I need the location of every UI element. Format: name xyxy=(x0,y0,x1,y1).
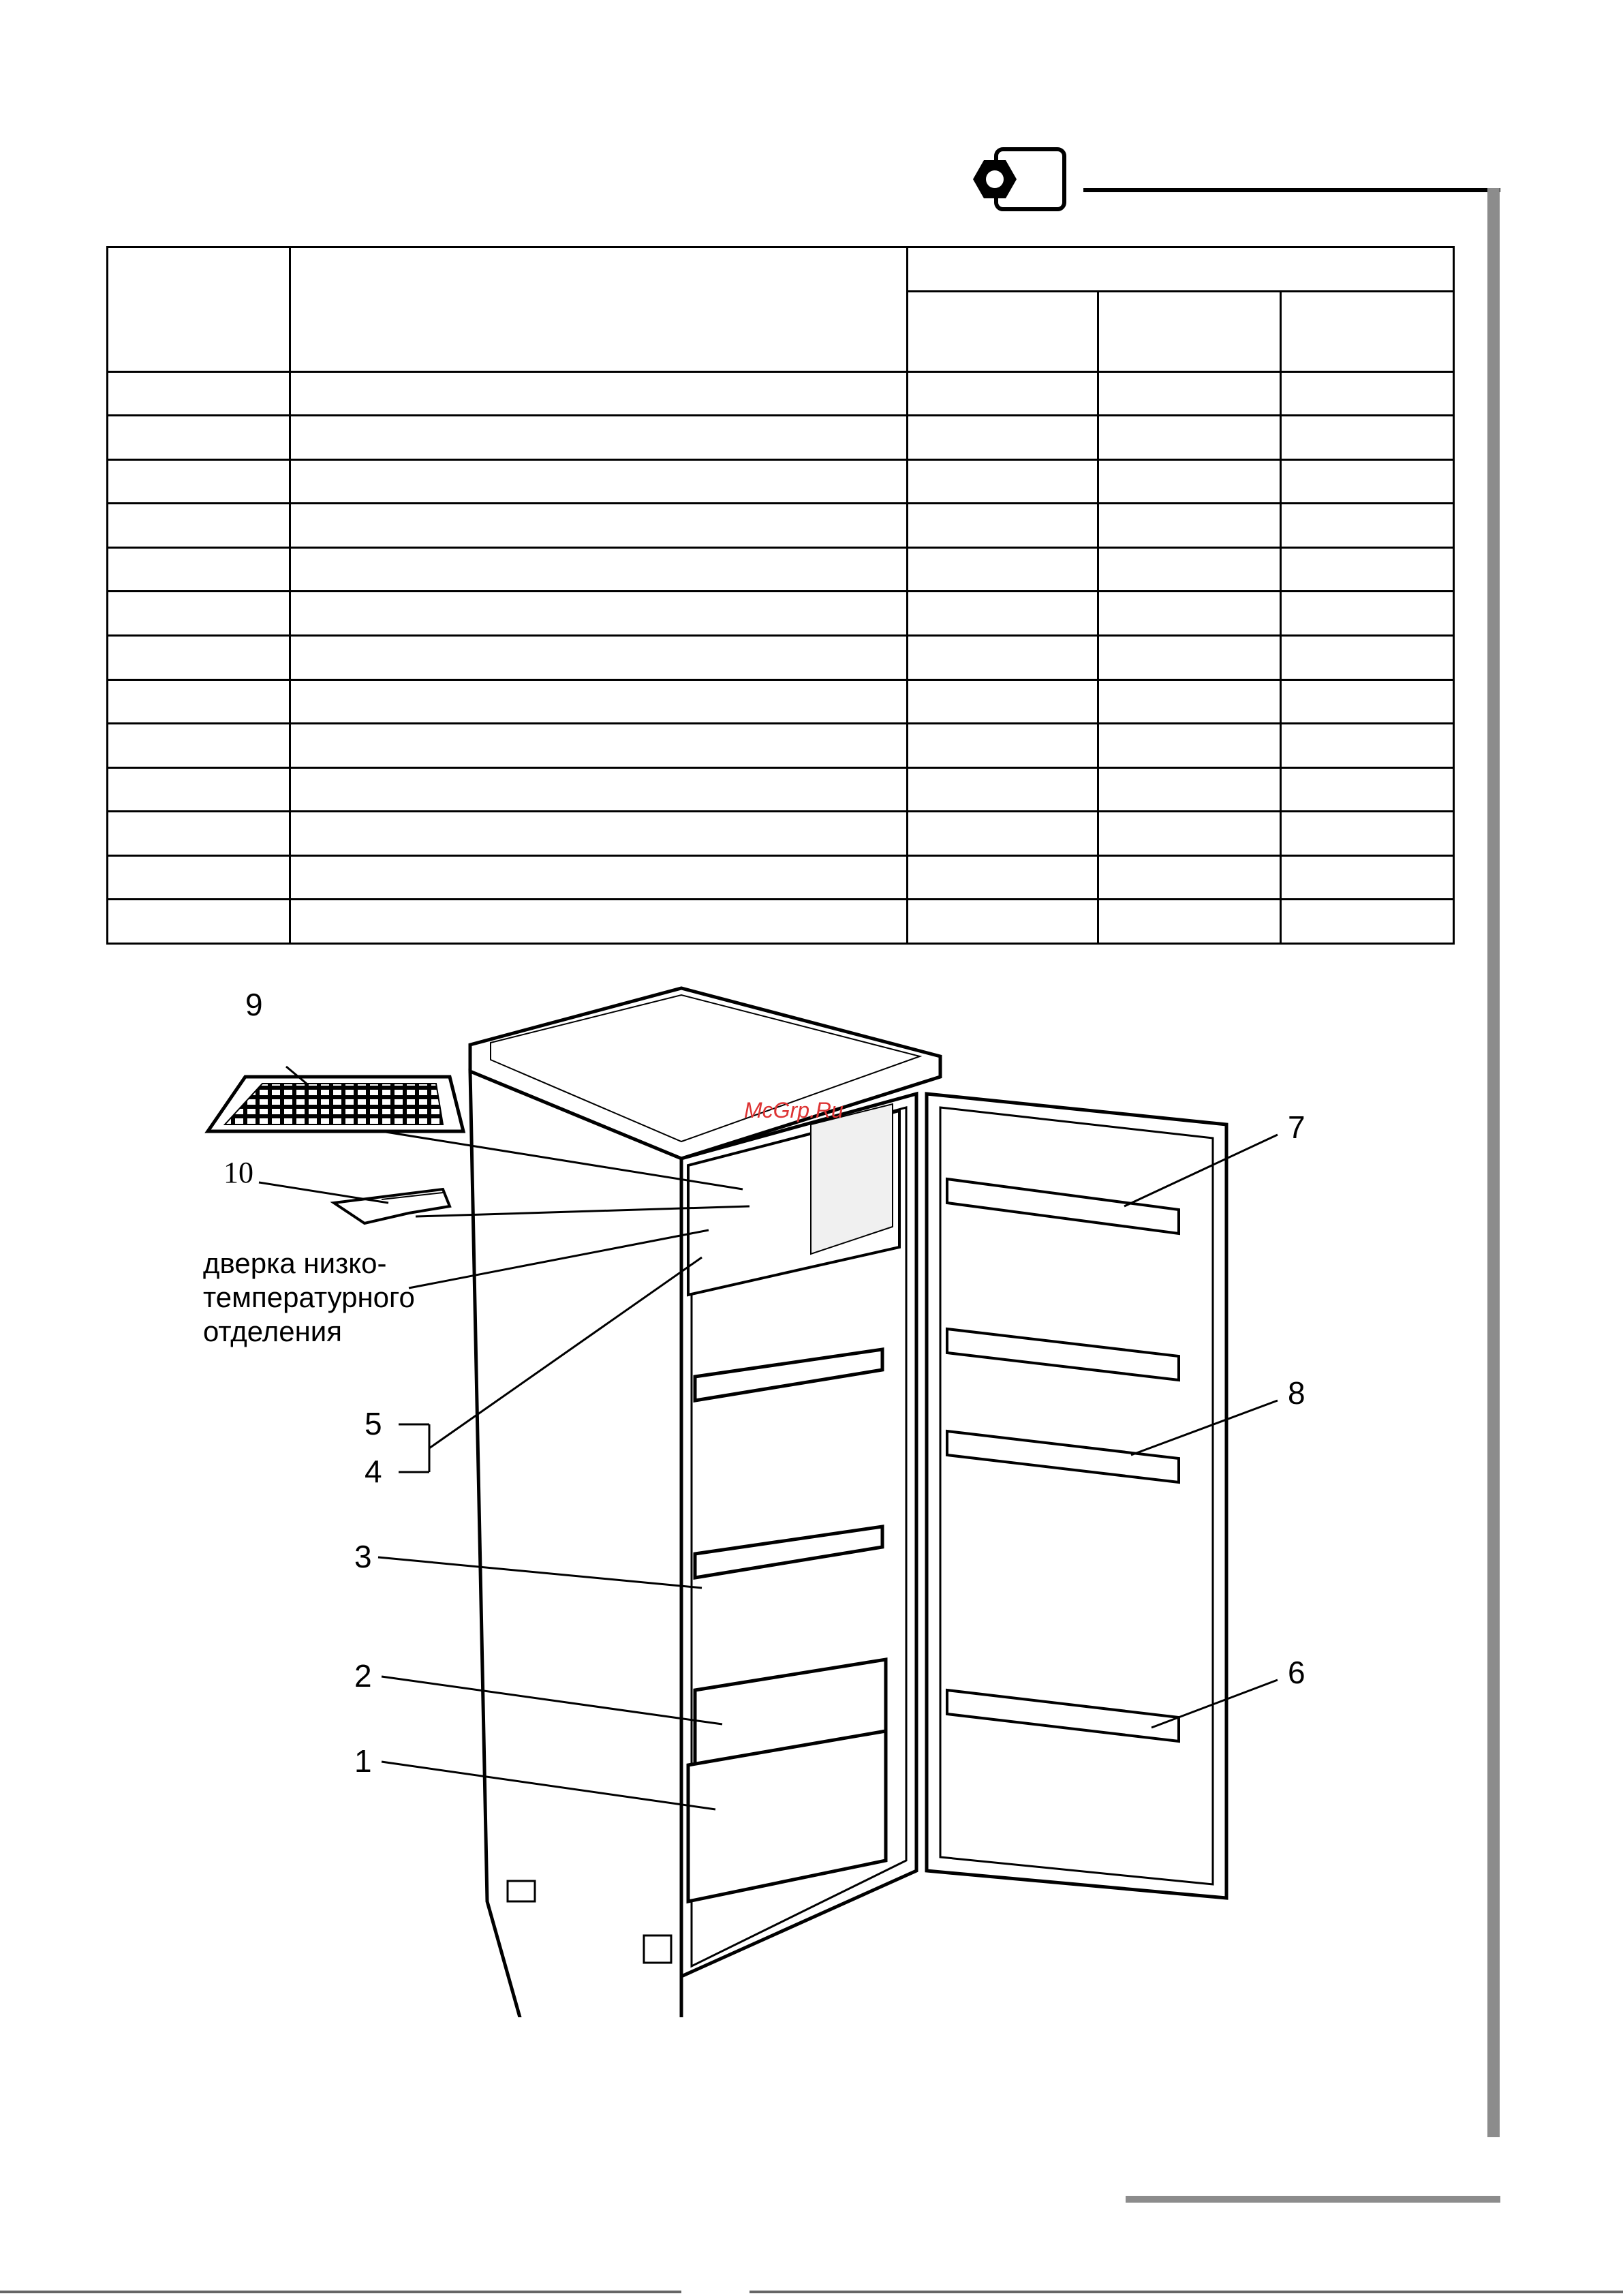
door-label-line-1: дверка низко- xyxy=(203,1247,387,1279)
table-cell xyxy=(108,547,290,592)
table-cell xyxy=(1098,900,1281,944)
table-cell xyxy=(908,371,1098,416)
table-cell xyxy=(908,767,1098,812)
table-cell xyxy=(908,900,1098,944)
bottom-rule-right xyxy=(749,2291,1623,2293)
table-cell xyxy=(1281,547,1454,592)
table-cell xyxy=(108,900,290,944)
table-row xyxy=(108,371,1454,416)
callout-label-1: 1 xyxy=(354,1743,372,1779)
table-cell xyxy=(290,371,908,416)
table-header-row xyxy=(108,247,1454,292)
table-cell xyxy=(1281,900,1454,944)
table-cell xyxy=(290,416,908,460)
table-cell xyxy=(908,855,1098,900)
table-cell xyxy=(1098,416,1281,460)
table-cell xyxy=(1281,855,1454,900)
callout-label-5: 5 xyxy=(365,1406,382,1441)
table-cell xyxy=(290,459,908,504)
table-header-cell xyxy=(908,291,1098,371)
door-label-line-2: температурного xyxy=(203,1281,415,1313)
table-cell xyxy=(908,592,1098,636)
table-row xyxy=(108,459,1454,504)
table-cell xyxy=(290,724,908,768)
table-cell xyxy=(908,812,1098,856)
door-label-line-3: отделения xyxy=(203,1315,343,1347)
table-cell xyxy=(908,504,1098,548)
table-cell xyxy=(108,459,290,504)
bottom-rule-left xyxy=(0,2291,681,2293)
table-cell xyxy=(290,504,908,548)
table-cell xyxy=(290,679,908,724)
table-row xyxy=(108,679,1454,724)
callout-label-2: 2 xyxy=(354,1658,372,1694)
table-cell xyxy=(108,812,290,856)
callout-label-7: 7 xyxy=(1288,1109,1305,1145)
scraper xyxy=(334,1189,450,1223)
table-cell xyxy=(1098,547,1281,592)
header-rule xyxy=(1083,188,1500,192)
table-row xyxy=(108,504,1454,548)
page-header xyxy=(0,0,1623,232)
table-cell xyxy=(290,900,908,944)
table-cell xyxy=(1281,592,1454,636)
table-cell xyxy=(1098,855,1281,900)
table-cell xyxy=(908,635,1098,679)
table-cell xyxy=(1098,635,1281,679)
callout-label-6: 6 xyxy=(1288,1655,1305,1690)
table-cell xyxy=(108,679,290,724)
table-cell xyxy=(290,547,908,592)
table-cell xyxy=(1281,504,1454,548)
table-header-cell xyxy=(108,247,290,372)
table-cell xyxy=(1098,724,1281,768)
table-cell xyxy=(1098,812,1281,856)
table-row xyxy=(108,592,1454,636)
spec-table xyxy=(106,246,1453,945)
refrigerator-door xyxy=(927,1094,1226,1898)
table-row xyxy=(108,416,1454,460)
table-cell xyxy=(108,416,290,460)
watermark: McGrp.Ru xyxy=(744,1098,844,1122)
table-row xyxy=(108,724,1454,768)
table-cell xyxy=(290,592,908,636)
table-header-cell xyxy=(290,247,908,372)
table-cell xyxy=(1098,592,1281,636)
callout-label-10: 10 xyxy=(223,1156,253,1189)
callout-label-4: 4 xyxy=(365,1454,382,1489)
ice-tray xyxy=(208,1077,463,1131)
table-cell xyxy=(290,635,908,679)
table-cell xyxy=(1098,371,1281,416)
table-cell xyxy=(1098,679,1281,724)
table-row xyxy=(108,900,1454,944)
table-row xyxy=(108,855,1454,900)
table-cell xyxy=(1281,416,1454,460)
table-cell xyxy=(908,459,1098,504)
nut-icon xyxy=(968,145,1070,213)
table-cell xyxy=(108,724,290,768)
footer-rule xyxy=(1126,2196,1500,2203)
table-cell xyxy=(108,855,290,900)
table-header-cell xyxy=(1281,291,1454,371)
table-cell xyxy=(908,547,1098,592)
callout-label-9: 9 xyxy=(245,987,263,1022)
table-cell xyxy=(1281,679,1454,724)
refrigerator-cabinet xyxy=(470,988,940,2017)
table-cell xyxy=(908,679,1098,724)
table-row xyxy=(108,767,1454,812)
table-cell xyxy=(1281,371,1454,416)
refrigerator-diagram xyxy=(0,954,1623,2017)
table-cell xyxy=(108,592,290,636)
table-body xyxy=(108,371,1454,943)
table-cell xyxy=(1281,724,1454,768)
table-cell xyxy=(108,635,290,679)
table-cell xyxy=(1281,459,1454,504)
table-row xyxy=(108,547,1454,592)
table-header-cell xyxy=(1098,291,1281,371)
table-cell xyxy=(290,855,908,900)
table-row xyxy=(108,812,1454,856)
table-cell xyxy=(1281,635,1454,679)
table-cell xyxy=(108,371,290,416)
table-cell xyxy=(1098,767,1281,812)
table-cell xyxy=(908,416,1098,460)
table-header-cell xyxy=(908,247,1454,292)
table-cell xyxy=(290,812,908,856)
table-cell xyxy=(290,767,908,812)
callout-label-8: 8 xyxy=(1288,1375,1305,1411)
table-cell xyxy=(1281,812,1454,856)
table-cell xyxy=(1098,504,1281,548)
table-cell xyxy=(1281,767,1454,812)
table-cell xyxy=(108,767,290,812)
table-cell xyxy=(1098,459,1281,504)
table-row xyxy=(108,635,1454,679)
table-cell xyxy=(908,724,1098,768)
callout-label-3: 3 xyxy=(354,1539,372,1574)
table-cell xyxy=(108,504,290,548)
